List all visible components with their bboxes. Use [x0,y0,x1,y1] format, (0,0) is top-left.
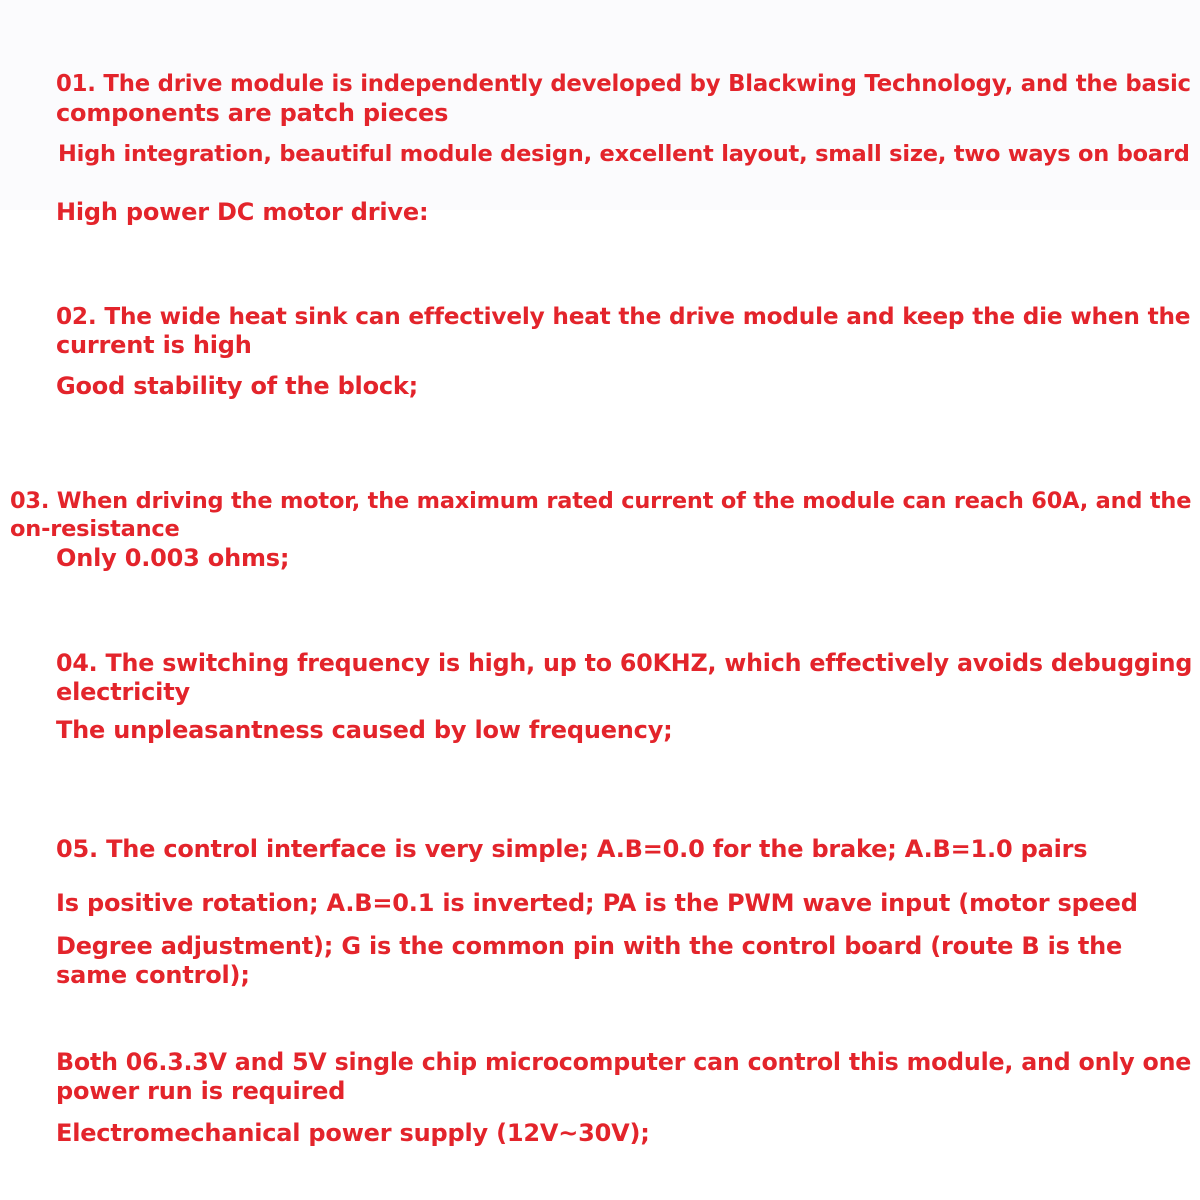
section-05-line-2: Is positive rotation; A.B=0.1 is inverted; PA is the PWM wave input (motor speed [56,889,1138,917]
section-06-line-1: Both 06.3.3V and 5V single chip microcomputer can control this module, and only one [56,1048,1192,1076]
section-01-line-2: components are patch pieces [56,99,449,127]
section-06-line-3: Electromechanical power supply (12V~30V); [56,1119,650,1147]
section-05-line-3: Degree adjustment); G is the common pin with the control board (route B is the [56,932,1123,960]
section-05-line-1: 05. The control interface is very simple; A.B=0.0 for the brake; A.B=1.0 pairs [56,835,1088,863]
section-03-line-3: Only 0.003 ohms; [56,544,290,572]
section-05-line-4: same control); [56,961,250,989]
section-02-line-2: current is high [56,331,252,359]
section-03-line-1: 03. When driving the motor, the maximum rated current of the module can reach 60A, and the [10,488,1192,514]
section-02-line-3: Good stability of the block; [56,372,419,400]
section-01-line-1: 01. The drive module is independently developed by Blackwing Technology, and the basic [56,71,1191,97]
section-03-line-2: on-resistance [10,516,180,542]
section-04-line-1: 04. The switching frequency is high, up to 60KHZ, which effectively avoids debugging [56,649,1193,677]
section-01-line-3: High integration, beautiful module design, excellent layout, small size, two ways on board [58,141,1190,167]
section-04-line-3: The unpleasantness caused by low frequency; [56,716,673,744]
section-01-line-4: High power DC motor drive: [56,198,429,226]
section-02-line-1: 02. The wide heat sink can effectively heat the drive module and keep the die when the [56,303,1191,330]
section-04-line-2: electricity [56,678,190,706]
section-06-line-2: power run is required [56,1077,346,1105]
